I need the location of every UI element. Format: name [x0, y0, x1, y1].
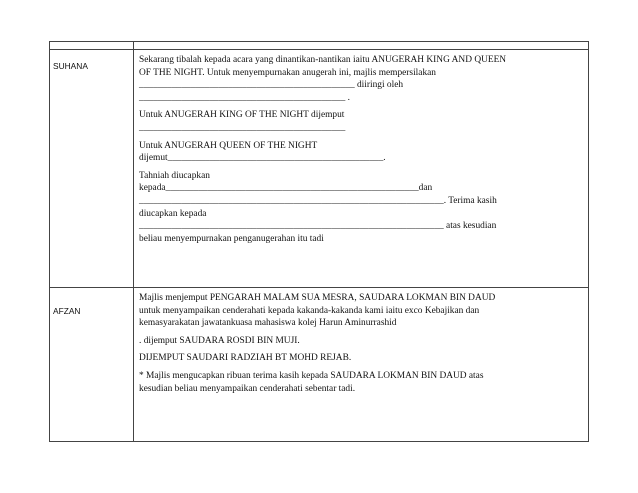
blank-header-row: [50, 42, 589, 50]
speaker-lines: [134, 50, 589, 288]
speaker-name: SUHANA: [50, 50, 134, 288]
text-line: DIJEMPUT SAUDARI RADZIAH BT MOHD REJAB.: [139, 353, 352, 364]
script-row-afzan: [50, 288, 589, 442]
paragraph-queen-award: [139, 140, 582, 165]
paragraph-director-invite: [139, 292, 582, 330]
blank-content-cell: [134, 42, 589, 50]
text-line: _________________________________________________________________. Terima kasih: [139, 195, 497, 206]
text-line: kepada______________________________________________________dan: [139, 183, 433, 194]
text-line: _________________________________________________________________ atas kesudian: [139, 221, 497, 232]
blank-speaker-cell: [50, 42, 134, 50]
text-line: diucapkan kepada: [139, 208, 207, 219]
text-line: Untuk ANUGERAH KING OF THE NIGHT dijemput: [139, 110, 345, 121]
script-row-suhana: [50, 50, 589, 288]
text-line: untuk menyampaikan cenderahati kepada kakanda-kakanda kami iaitu exco Kebajikan dan: [139, 305, 480, 316]
text-line: ____________________________________________: [139, 122, 346, 133]
text-line: kesudian beliau menyampaikan cenderahati sebentar tadi.: [139, 383, 356, 394]
text-line: ______________________________________________ diiringi oleh: [139, 80, 404, 91]
speaker-name: AFZAN: [50, 288, 134, 442]
text-line: kemasyarakatan jawatankuasa mahasiswa kolej Harun Aminurrashid: [139, 318, 397, 329]
text-line: ____________________________________________ .: [139, 92, 350, 103]
text-line: Untuk ANUGERAH QUEEN OF THE NIGHT: [139, 140, 318, 151]
paragraph-king-award: [139, 109, 582, 134]
paragraph-invite-rosdi: [139, 335, 582, 348]
text-line: . dijemput SAUDARA ROSDI BIN MUJI.: [139, 335, 300, 346]
text-line: Majlis menjemput PENGARAH MALAM SUA MESRA, SAUDARA LOKMAN BIN DAUD: [139, 293, 496, 303]
paragraph-invite-radziah: [139, 352, 582, 365]
text-line: dijemut______________________________________________.: [139, 153, 386, 164]
text-line: Tahniah diucapkan: [139, 170, 210, 181]
paragraph-king-queen-intro: [139, 54, 582, 104]
text-line: * Majlis mengucapkan ribuan terima kasih kepada SAUDARA LOKMAN BIN DAUD atas: [139, 370, 484, 381]
text-line: Sekarang tibalah kepada acara yang dinantikan-nantikan iaitu ANUGERAH KING AND QUEEN: [139, 55, 507, 65]
paragraph-congratulations: [139, 170, 582, 246]
speaker-lines: [134, 288, 589, 442]
script-table: [49, 41, 589, 442]
text-line: OF THE NIGHT. Untuk menyempurnakan anugerah ini, majlis mempersilakan: [139, 67, 436, 78]
paragraph-thanks: [139, 370, 582, 395]
text-line: beliau menyempurnakan penganugerahan itu tadi: [139, 233, 324, 244]
